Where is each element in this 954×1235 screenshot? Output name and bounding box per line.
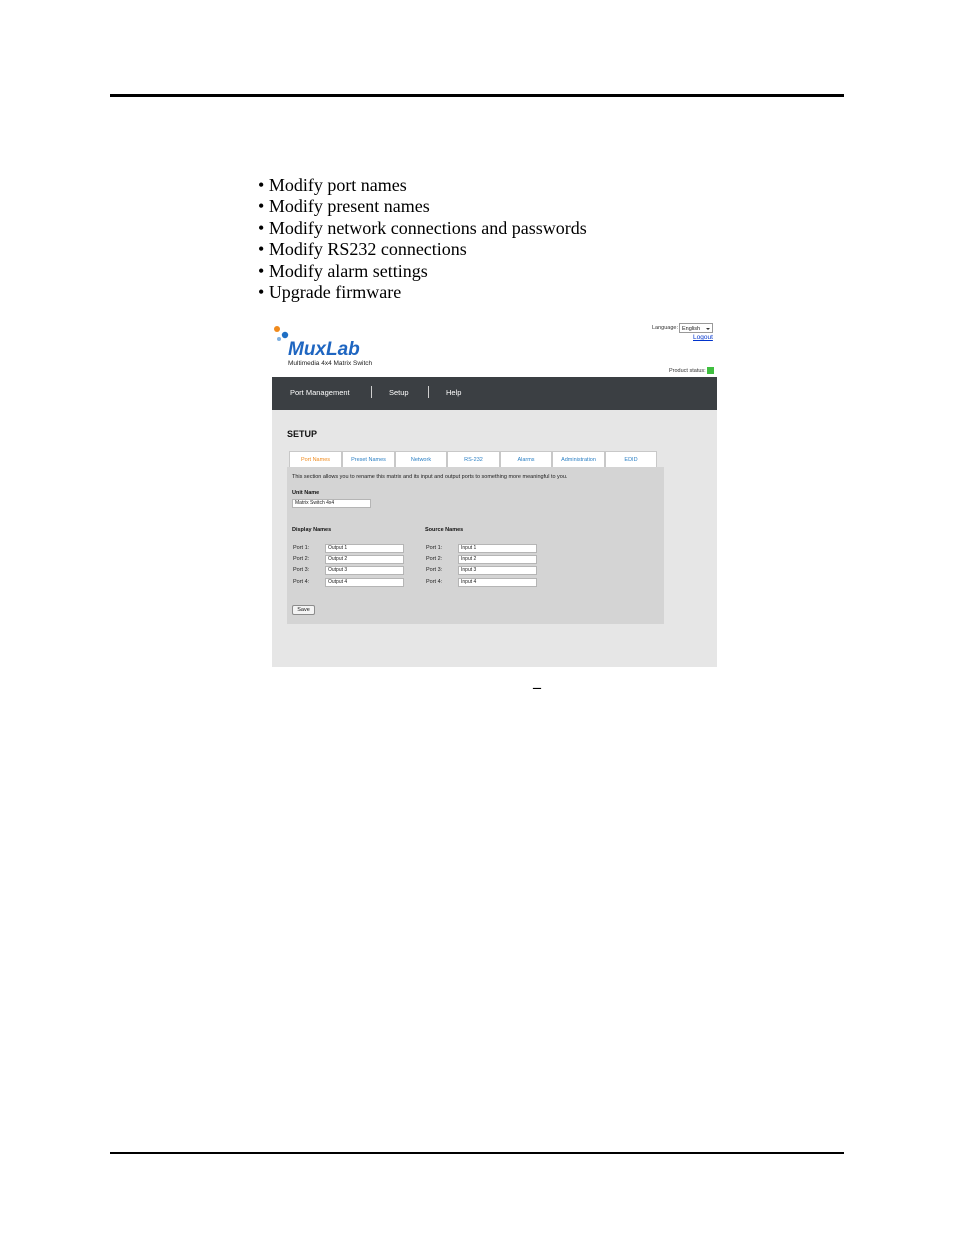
- source-port-label: Port 4:: [426, 579, 443, 585]
- tab-rs232[interactable]: RS-232: [447, 451, 500, 467]
- list-item: • Modify present names: [258, 196, 587, 217]
- list-item: • Modify RS232 connections: [258, 239, 587, 260]
- display-port-input[interactable]: Output 4: [325, 578, 404, 587]
- brand-text: MuxLab: [288, 339, 360, 360]
- source-port-label: Port 2:: [426, 556, 443, 562]
- section-description: This section allows you to rename this matrix and its input and output ports to something more meaningful to you.: [292, 474, 568, 480]
- nav-port-management[interactable]: Port Management: [290, 388, 350, 397]
- nav-help[interactable]: Help: [446, 388, 462, 397]
- nav-divider: [428, 386, 429, 398]
- port-names-panel: [287, 467, 664, 624]
- save-button[interactable]: Save: [292, 605, 315, 615]
- app-header: [272, 320, 717, 377]
- source-port-input[interactable]: Input 2: [458, 555, 537, 564]
- muxlab-logo: [272, 324, 392, 364]
- header-rule: [110, 94, 844, 97]
- main-nav: [272, 377, 717, 410]
- tab-network[interactable]: Network: [395, 451, 447, 467]
- page-title: SETUP: [287, 429, 318, 439]
- display-port-input[interactable]: Output 2: [325, 555, 404, 564]
- display-names-heading: Display Names: [292, 527, 332, 533]
- tab-preset-names[interactable]: Preset Names: [342, 451, 395, 467]
- display-port-input[interactable]: Output 3: [325, 566, 404, 575]
- product-status-label: Product status:: [669, 368, 706, 374]
- source-port-input[interactable]: Input 1: [458, 544, 537, 553]
- footer-rule: [110, 1152, 844, 1154]
- chevron-down-icon: [706, 328, 710, 330]
- source-names-heading: Source Names: [425, 527, 464, 533]
- feature-list: [258, 175, 587, 303]
- language-value: English: [682, 326, 701, 332]
- tab-alarms[interactable]: Alarms: [500, 451, 552, 467]
- nav-divider: [371, 386, 372, 398]
- unit-name-input[interactable]: Matrix Switch 4x4: [292, 499, 371, 508]
- display-port-label: Port 3:: [293, 567, 310, 573]
- tab-edid[interactable]: EDID: [605, 451, 657, 467]
- logout-link[interactable]: Logout: [693, 334, 713, 341]
- source-port-input[interactable]: Input 4: [458, 578, 537, 587]
- list-item: • Modify network connections and passwords: [258, 218, 587, 239]
- display-port-label: Port 4:: [293, 579, 310, 585]
- nav-setup[interactable]: Setup: [389, 388, 409, 397]
- language-label: Language:: [652, 325, 678, 331]
- caption-mark: –: [533, 679, 541, 696]
- source-port-label: Port 3:: [426, 567, 443, 573]
- unit-name-label: Unit Name: [292, 490, 320, 496]
- display-port-label: Port 1:: [293, 545, 310, 551]
- source-port-label: Port 1:: [426, 545, 443, 551]
- tab-port-names[interactable]: Port Names: [289, 451, 342, 467]
- list-item: • Modify alarm settings: [258, 261, 587, 282]
- product-subtitle: Multimedia 4x4 Matrix Switch: [288, 360, 373, 367]
- list-item: • Modify port names: [258, 175, 587, 196]
- source-port-input[interactable]: Input 3: [458, 566, 537, 575]
- setup-screenshot: [272, 320, 717, 667]
- display-port-label: Port 2:: [293, 556, 310, 562]
- display-port-input[interactable]: Output 1: [325, 544, 404, 553]
- status-indicator: [707, 367, 714, 374]
- tab-administration[interactable]: Administration: [552, 451, 605, 467]
- list-item: • Upgrade firmware: [258, 282, 587, 303]
- language-select[interactable]: [679, 323, 713, 333]
